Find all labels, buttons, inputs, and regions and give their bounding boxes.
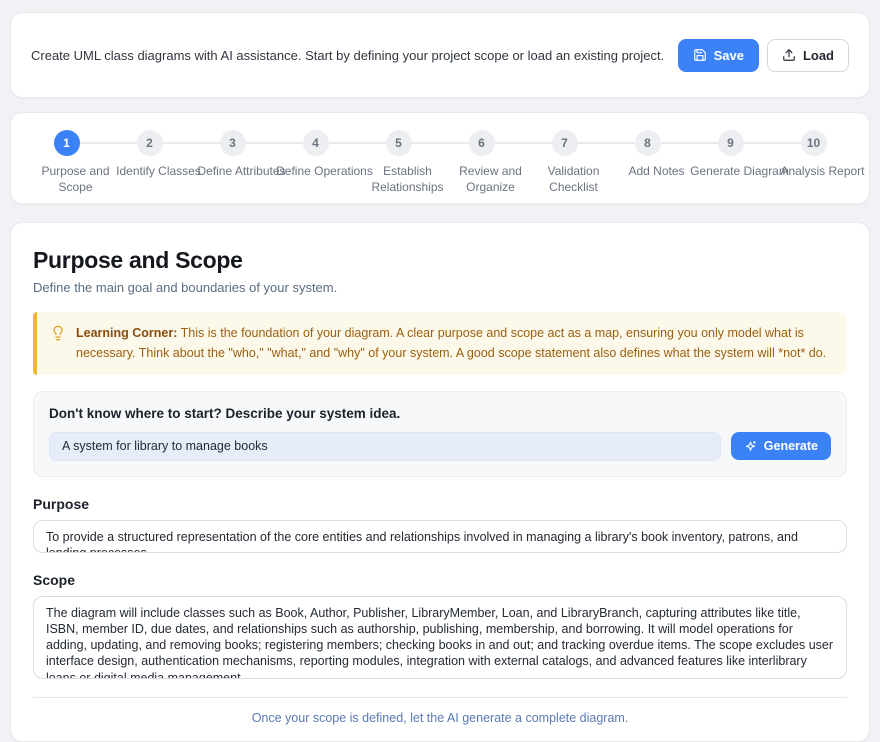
step-label: Purpose and Scope bbox=[41, 164, 110, 194]
step-number-badge: 5 bbox=[386, 130, 412, 156]
stepper-step[interactable] bbox=[274, 130, 373, 193]
step-label: Establish Relationships bbox=[371, 164, 444, 194]
step-label: Generate Diagram bbox=[690, 164, 789, 178]
ai-helper-heading: Don't know where to start? Describe your system idea. bbox=[49, 405, 401, 421]
ai-helper-card bbox=[33, 391, 847, 477]
upload-icon bbox=[782, 48, 796, 62]
header-card bbox=[10, 12, 870, 98]
save-icon bbox=[693, 48, 707, 62]
scope-label: Scope bbox=[33, 571, 76, 588]
stepper-step[interactable] bbox=[25, 130, 108, 193]
step-number-badge: 10 bbox=[801, 130, 827, 156]
step-number-badge: 3 bbox=[220, 130, 246, 156]
stepper-step[interactable] bbox=[191, 130, 286, 193]
stepper-step[interactable] bbox=[440, 130, 523, 193]
purpose-textarea[interactable] bbox=[33, 520, 847, 553]
load-button[interactable] bbox=[767, 39, 849, 72]
learning-corner-label: Learning Corner: bbox=[76, 326, 178, 340]
save-button[interactable] bbox=[678, 39, 759, 72]
step-label: Review and Organize bbox=[459, 164, 522, 194]
generate-button[interactable] bbox=[731, 432, 831, 460]
stepper-step[interactable] bbox=[689, 130, 789, 193]
step-number-badge: 4 bbox=[303, 130, 329, 156]
purpose-label: Purpose bbox=[33, 495, 90, 512]
step-number-badge: 1 bbox=[54, 130, 80, 156]
main-panel bbox=[10, 222, 870, 742]
learning-corner-callout bbox=[33, 312, 847, 375]
step-label: Validation Checklist bbox=[547, 164, 600, 194]
step-number-badge: 6 bbox=[469, 130, 495, 156]
learning-corner-text: Learning Corner: This is the foundation of your diagram. A clear purpose and scope act as a map, ensuring you only model what is necessary. Think about the "who," "what," and "why" of your system. A good scope statement also defines what the system will *not* do. bbox=[76, 326, 827, 361]
stepper bbox=[10, 112, 870, 204]
step-label: Define Attributes bbox=[197, 164, 286, 178]
system-idea-input[interactable] bbox=[49, 432, 721, 461]
step-number-badge: 7 bbox=[552, 130, 578, 156]
divider bbox=[33, 697, 847, 698]
generate-button-label: Generate bbox=[763, 439, 818, 453]
app-description: Create UML class diagrams with AI assistance. Start by defining your project scope or load an existing project. bbox=[31, 47, 665, 63]
step-label: Identify Classes bbox=[116, 164, 201, 178]
stepper-step[interactable] bbox=[357, 130, 444, 194]
stepper-step[interactable] bbox=[772, 130, 865, 193]
step-label: Add Notes bbox=[628, 164, 685, 178]
step-number-badge: 8 bbox=[635, 130, 661, 156]
step-label: Analysis Report bbox=[780, 164, 865, 178]
scope-textarea[interactable] bbox=[33, 596, 847, 679]
page-title: Purpose and Scope bbox=[33, 247, 243, 273]
ai-helper-row bbox=[49, 432, 831, 461]
load-button-label: Load bbox=[802, 47, 834, 63]
lightbulb-icon bbox=[50, 323, 66, 346]
footer-note: Once your scope is defined, let the AI generate a complete diagram. bbox=[251, 710, 629, 725]
page-subtitle: Define the main goal and boundaries of your system. bbox=[33, 280, 338, 295]
step-label: Define Operations bbox=[276, 164, 373, 178]
step-number-badge: 2 bbox=[137, 130, 163, 156]
step-number-badge: 9 bbox=[718, 130, 744, 156]
stepper-step[interactable] bbox=[523, 130, 606, 193]
header-actions bbox=[678, 39, 849, 72]
save-button-label: Save bbox=[713, 47, 744, 63]
sparkles-icon bbox=[744, 440, 757, 453]
